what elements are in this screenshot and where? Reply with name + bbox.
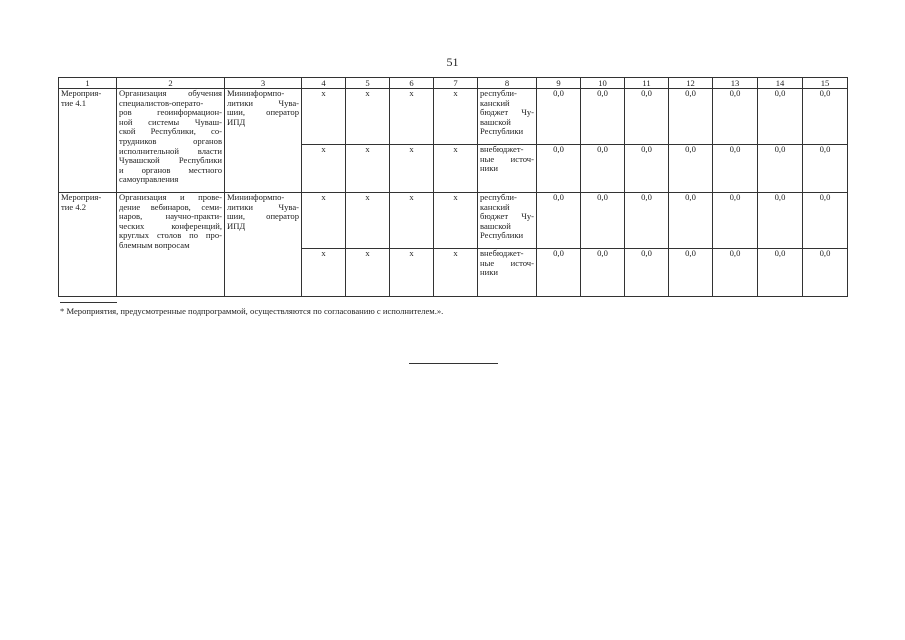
footnote: * Мероприятия, предусмотренные подпрограммой, осуществляются по согласованию с исполнителем.».: [60, 306, 444, 316]
amount-cell: 0,0: [758, 145, 803, 193]
x-mark-cell: x: [346, 249, 390, 297]
amount-cell: 0,0: [581, 193, 625, 249]
cell-line: литики Чува-: [227, 97, 299, 108]
amount-cell: 0,0: [758, 89, 803, 145]
cell-line: канский: [480, 97, 510, 108]
amount-cell: 0,0: [581, 145, 625, 193]
event-name-cell: [59, 89, 117, 193]
amount-cell: 0,0: [713, 145, 758, 193]
amount-cell: 0,0: [537, 193, 581, 249]
amount-cell: 0,0: [537, 249, 581, 297]
cell-line: Республики: [480, 230, 524, 241]
cell-line: канский: [480, 201, 510, 212]
cell-line: Организация обучения: [119, 88, 222, 98]
funding-source-cell: [478, 249, 537, 297]
amount-cell: 0,0: [625, 249, 669, 297]
cell-line: дение вебинаров, семи-: [119, 201, 222, 212]
column-header: 14: [758, 78, 803, 89]
x-mark-cell: x: [434, 249, 478, 297]
amount-cell: 0,0: [537, 89, 581, 145]
executor-cell: [225, 193, 302, 297]
column-header: 6: [390, 78, 434, 89]
page-number: 51: [446, 55, 459, 69]
column-header: 2: [117, 78, 225, 89]
column-header: 7: [434, 78, 478, 89]
amount-cell: 0,0: [669, 145, 713, 193]
cell-line: ной системы Чуваш-: [119, 116, 222, 127]
x-mark-cell: x: [390, 89, 434, 145]
table-row: [59, 193, 848, 249]
cell-line: вашской: [480, 116, 511, 127]
cell-line: ров геоинформацион-: [119, 107, 222, 118]
cell-line: Республики: [480, 126, 524, 137]
column-header: 11: [625, 78, 669, 89]
cell-line: ИПД: [227, 220, 246, 231]
amount-cell: 0,0: [758, 249, 803, 297]
cell-line: Организация и прове-: [119, 192, 222, 202]
x-mark-cell: x: [346, 145, 390, 193]
column-header: 4: [302, 78, 346, 89]
cell-line: литики Чува-: [227, 201, 299, 212]
column-header: 1: [59, 78, 117, 89]
cell-line: тие 4.2: [61, 201, 87, 212]
column-header: 5: [346, 78, 390, 89]
cell-line: бюджет Чу-: [480, 211, 534, 222]
amount-cell: 0,0: [669, 193, 713, 249]
x-mark-cell: x: [346, 193, 390, 249]
x-mark-cell: x: [302, 249, 346, 297]
amount-cell: 0,0: [713, 193, 758, 249]
program-events-table: [58, 77, 848, 297]
x-mark-cell: x: [390, 145, 434, 193]
column-header: 13: [713, 78, 758, 89]
amount-cell: 0,0: [758, 193, 803, 249]
cell-line: Мининформпо-: [227, 88, 285, 98]
cell-line: республи-: [480, 192, 517, 202]
cell-line: наров, научно-практи-: [119, 211, 222, 222]
cell-line: ные источ-: [480, 153, 534, 164]
column-header: 10: [581, 78, 625, 89]
x-mark-cell: x: [434, 89, 478, 145]
x-mark-cell: x: [302, 145, 346, 193]
cell-line: Мероприя-: [61, 192, 102, 202]
cell-line: самоуправления: [119, 174, 179, 185]
amount-cell: 0,0: [713, 249, 758, 297]
cell-line: ческих конференций,: [119, 220, 222, 231]
cell-line: Мероприя-: [61, 88, 102, 98]
cell-line: специалистов-операто-: [119, 97, 204, 108]
amount-cell: 0,0: [625, 89, 669, 145]
cell-line: шии, оператор: [227, 107, 299, 118]
cell-line: тие 4.1: [61, 97, 87, 108]
column-header: 3: [225, 78, 302, 89]
x-mark-cell: x: [390, 193, 434, 249]
amount-cell: 0,0: [625, 193, 669, 249]
cell-line: и органов местного: [119, 164, 222, 175]
cell-line: Мининформпо-: [227, 192, 285, 202]
amount-cell: 0,0: [581, 249, 625, 297]
cell-line: вашской: [480, 220, 511, 231]
x-mark-cell: x: [434, 193, 478, 249]
footnote-rule: [60, 302, 117, 303]
cell-line: внебюджет-: [480, 248, 524, 258]
cell-line: трудников органов: [119, 135, 222, 146]
column-header: 12: [669, 78, 713, 89]
cell-line: бюджет Чу-: [480, 107, 534, 118]
funding-source-cell: [478, 193, 537, 249]
amount-cell: 0,0: [803, 193, 848, 249]
event-description-cell: [117, 89, 225, 193]
executor-cell: [225, 89, 302, 193]
x-mark-cell: x: [434, 145, 478, 193]
amount-cell: 0,0: [669, 249, 713, 297]
table-row: [59, 89, 848, 145]
funding-source-cell: [478, 145, 537, 193]
amount-cell: 0,0: [625, 145, 669, 193]
amount-cell: 0,0: [803, 249, 848, 297]
cell-line: исполнительной власти: [119, 145, 222, 156]
cell-line: шии, оператор: [227, 211, 299, 222]
amount-cell: 0,0: [803, 89, 848, 145]
cell-line: круглых столов по про-: [119, 230, 222, 241]
event-description-cell: [117, 193, 225, 297]
cell-line: ные источ-: [480, 257, 534, 268]
x-mark-cell: x: [302, 193, 346, 249]
cell-line: ИПД: [227, 116, 246, 127]
amount-cell: 0,0: [669, 89, 713, 145]
amount-cell: 0,0: [581, 89, 625, 145]
funding-source-cell: [478, 89, 537, 145]
amount-cell: 0,0: [803, 145, 848, 193]
cell-line: блемным вопросам: [119, 239, 190, 250]
x-mark-cell: x: [346, 89, 390, 145]
column-header: 9: [537, 78, 581, 89]
end-rule: [409, 363, 498, 364]
x-mark-cell: x: [390, 249, 434, 297]
x-mark-cell: x: [302, 89, 346, 145]
column-header: 15: [803, 78, 848, 89]
amount-cell: 0,0: [713, 89, 758, 145]
cell-line: ники: [480, 163, 498, 174]
cell-line: внебюджет-: [480, 144, 524, 154]
amount-cell: 0,0: [537, 145, 581, 193]
cell-line: ники: [480, 267, 498, 278]
cell-line: республи-: [480, 88, 517, 98]
cell-line: Чувашской Республики: [119, 155, 222, 166]
event-name-cell: [59, 193, 117, 297]
column-header: 8: [478, 78, 537, 89]
header-row: [59, 78, 848, 89]
cell-line: ской Республики, со-: [119, 126, 222, 137]
